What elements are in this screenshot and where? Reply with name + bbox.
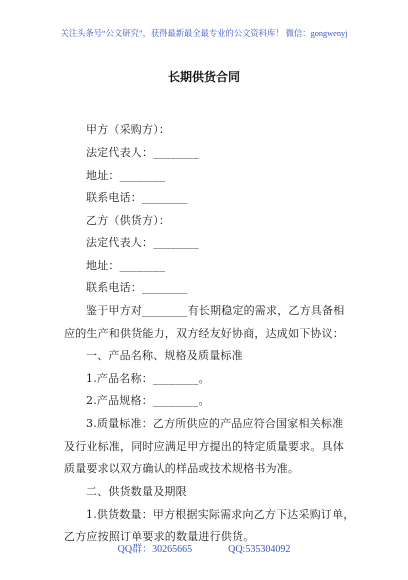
party-b-address: 地址：________ [86,259,166,272]
footer-qq: QQ:535304092 [228,544,291,555]
clause-1-3-line-1: 3.质量标准：乙方所供应的产品应符合国家相关标准 [86,417,344,430]
header-notice: 关注头条号“公文研究”，获得最新最全最专业的公文资料库！ 微信：gongwenyj [60,29,348,38]
clause-2-1-line-1: 1.供货数量：甲方根据实际需求向乙方下达采购订单， [86,508,355,521]
party-a-heading: 甲方（采购方）： [86,123,171,136]
party-b-heading: 乙方（供货方）： [86,214,171,227]
document-title: 长期供货合同 [167,70,240,84]
section-2-heading: 二、供货数量及期限 [86,485,187,498]
clause-1-3-line-3: 质量要求以双方确认的样品或技术规格书为准。 [64,462,300,475]
clause-1-1: 1.产品名称：________。 [86,372,210,385]
preamble-line-1: 鉴于甲方对________有长期稳定的需求，乙方具备相 [86,304,345,317]
section-1-heading: 一、产品名称、规格及质量标准 [86,349,243,362]
footer-qq-group: QQ群：30265665 [117,544,193,555]
party-a-representative: 法定代表人：________ [86,146,199,159]
party-a-phone: 联系电话：________ [86,191,188,204]
party-b-representative: 法定代表人：________ [86,236,199,249]
clause-1-2: 2.产品规格：________。 [86,394,210,407]
party-b-phone: 联系电话：________ [86,281,188,294]
clause-2-1-line-2: 乙方应按照订单要求的数量进行供货。 [64,530,255,543]
clause-1-3-line-2: 及行业标准，同时应满足甲方提出的特定质量要求。具体 [64,440,344,453]
preamble-line-2: 应的生产和供货能力，双方经友好协商，达成如下协议： [64,327,344,340]
party-a-address: 地址：________ [86,169,166,182]
